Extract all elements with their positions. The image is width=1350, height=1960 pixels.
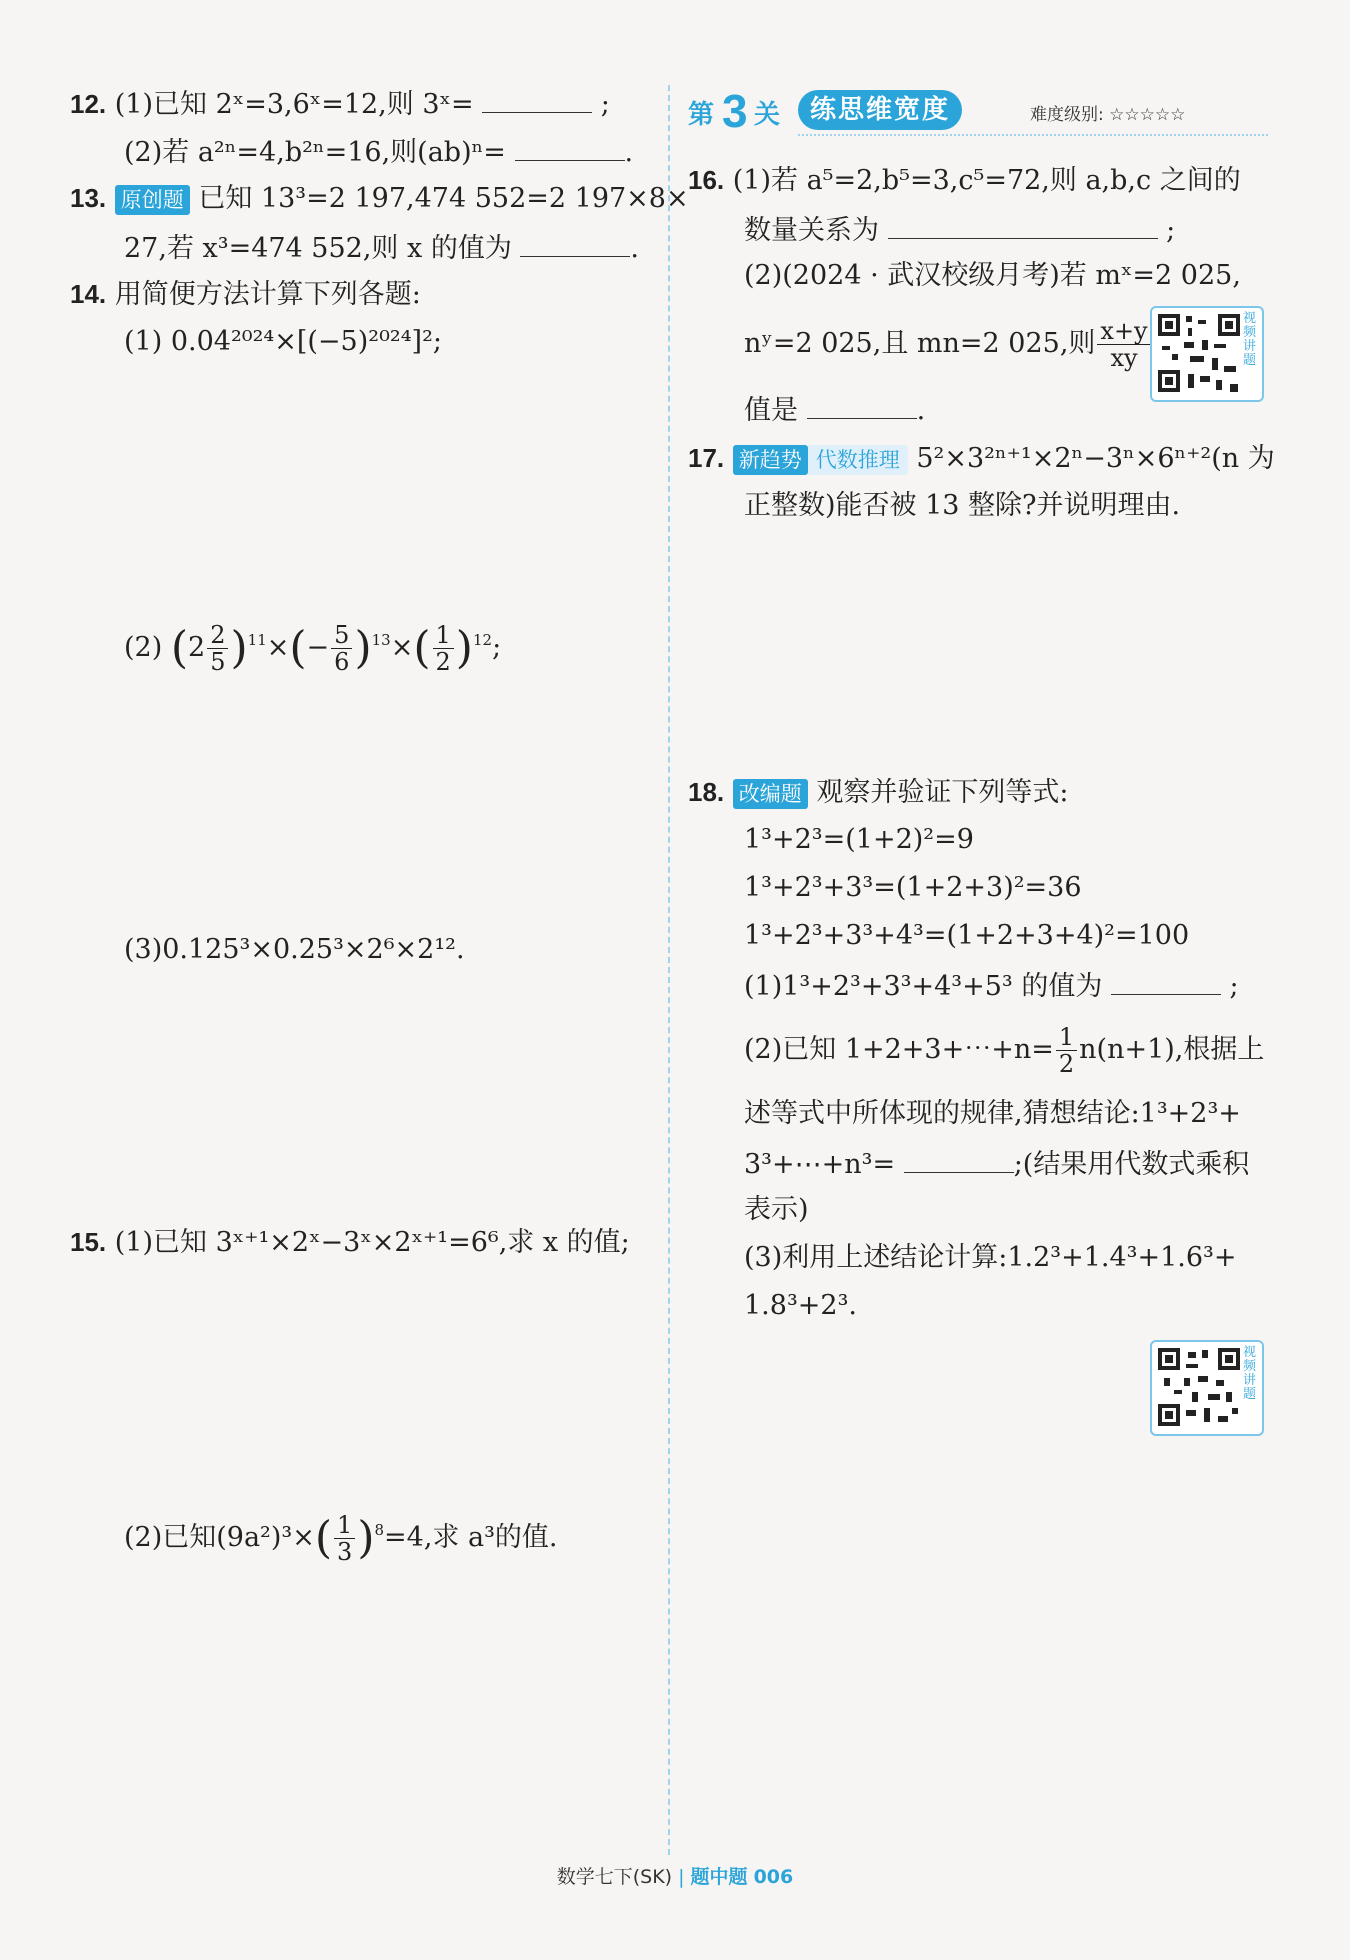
original-question-badge: 原创题 (115, 185, 190, 215)
answer-blank[interactable] (482, 84, 592, 113)
question-18-p1-text: (1)1³+2³+3³+4³+5³ 的值为 (744, 971, 1103, 1002)
question-18-part-3-line-2: 1.8³+2³. (744, 1290, 857, 1321)
page-number: 006 (753, 1866, 794, 1888)
page-footer: 数学七下(SK) | 题中题 006 (556, 1866, 794, 1888)
question-16-line-3: (2)(2024 · 武汉校级月考)若 mˣ=2 025, (744, 260, 1241, 291)
question-18-number: 18. (688, 777, 725, 807)
question-15-part-1 (70, 1224, 630, 1261)
question-14-stem-text: 用简便方法计算下列各题: (114, 279, 421, 310)
fraction (334, 1512, 355, 1565)
q15-p2-a: (2)已知(9a²)³× (124, 1522, 315, 1553)
question-18-part-1: (1)1³+2³+3³+4³+5³ 的值为 ; (744, 966, 1239, 1005)
fraction-numerator: 5 (331, 622, 352, 649)
question-18-stem-text: 观察并验证下列等式: (816, 777, 1069, 808)
question-16-l2-text: 数量关系为 (744, 215, 879, 246)
question-17-line-1 (688, 440, 1275, 477)
header-guan: 关 (754, 100, 781, 130)
answer-blank[interactable] (520, 228, 630, 257)
question-12-number: 12. (70, 89, 107, 119)
answer-blank[interactable] (1111, 966, 1221, 995)
header-level-number: 3 (722, 85, 748, 137)
question-16-line-4 (744, 314, 1180, 374)
question-14-part-2: (2) (2 $\frac{2}{5}$ )$^{11}$×(− $\frac{5}{6}$ )$^{13}$×( $\frac{1}{2}$ )$^{12}$; (124, 621, 502, 676)
exponent: 11 (247, 631, 267, 649)
qr-code-icon (1158, 1348, 1242, 1428)
question-13-l1-text: 已知 13³=2 197,474 552=2 197×8× (198, 183, 689, 214)
equation-1: 1³+2³=(1+2)²=9 (744, 824, 974, 855)
question-16-l1-text: (1)若 a⁵=2,b⁵=3,c⁵=72,则 a,b,c 之间的 (732, 165, 1241, 196)
question-12-part-2: (2)若 a²ⁿ=4,b²ⁿ=16,则(ab)ⁿ= . (124, 132, 633, 171)
header-underline (798, 134, 1268, 136)
question-18-part-2-line-2: 述等式中所体现的规律,猜想结论:1³+2³+ (744, 1098, 1241, 1129)
question-13-line-2: 27,若 x³=474 552,则 x 的值为 . (124, 228, 639, 267)
header-di: 第 (688, 100, 715, 130)
question-12-p2-text: (2)若 a²ⁿ=4,b²ⁿ=16,则(ab)ⁿ= (124, 137, 506, 168)
algebraic-reasoning-badge: 代数推理 (808, 445, 908, 475)
fraction (207, 622, 228, 675)
question-16-line-1 (688, 162, 1241, 199)
fraction-denominator: 5 (210, 648, 226, 676)
question-14-number: 14. (70, 279, 107, 309)
qr-label: 视频讲题 (1243, 1345, 1257, 1402)
question-14-part-3: (3)0.125³×0.25³×2⁶×2¹². (124, 934, 465, 965)
fraction (331, 622, 352, 675)
equation-2: 1³+2³+3³=(1+2+3)²=36 (744, 872, 1082, 903)
exponent: 12 (472, 631, 493, 649)
answer-blank[interactable] (888, 210, 1158, 239)
fraction-denominator: xy (1110, 344, 1138, 372)
q18-p2-l3b: ;(结果用代数式乘积 (1013, 1149, 1250, 1180)
question-16-line-2: 数量关系为 ; (744, 210, 1175, 249)
fraction (433, 622, 454, 675)
footer-section: 题中题 (690, 1866, 748, 1888)
question-18-part-2-line-3 (744, 1144, 1249, 1183)
question-12-p1-text: (1)已知 2ˣ=3,6ˣ=12,则 3ˣ= (114, 89, 474, 120)
fraction (1097, 318, 1150, 371)
question-18-part-2-line-4: 表示) (744, 1194, 809, 1225)
question-13-number: 13. (70, 183, 107, 213)
q18-p2-a: (2)已知 1+2+3+⋯+n= (744, 1034, 1054, 1065)
question-14-part-1: (1) 0.04²⁰²⁴×[(−5)²⁰²⁴]²; (124, 326, 443, 357)
answer-blank[interactable] (807, 390, 917, 419)
fraction-denominator: 2 (1058, 1050, 1075, 1078)
q18-p2-l3a: 3³+⋯+n³= (744, 1149, 896, 1180)
header-title: 练思维宽度 (798, 90, 962, 130)
exponent: 8 (374, 1521, 385, 1539)
video-qr-code[interactable] (1150, 1340, 1264, 1436)
question-18-part-2-line-1 (744, 1020, 1264, 1080)
exponent: 13 (371, 631, 391, 649)
difficulty-rating: 难度级别: ☆☆☆☆☆ (1030, 105, 1186, 125)
video-qr-code[interactable] (1150, 306, 1264, 402)
footer-book-title: 数学七下(SK) (556, 1866, 673, 1888)
q14-p2-whole: 2 (188, 632, 206, 663)
fraction-numerator: x+y (1097, 318, 1150, 345)
qr-code-icon (1158, 314, 1242, 394)
column-divider (668, 85, 670, 1855)
fraction-numerator: 1 (334, 1512, 355, 1539)
fraction-numerator: 1 (1056, 1024, 1077, 1051)
fraction-denominator: 3 (337, 1538, 353, 1566)
question-16-number: 16. (688, 165, 725, 195)
qr-label: 视频讲题 (1243, 311, 1257, 368)
answer-blank[interactable] (515, 132, 625, 161)
q14-p2-prefix: (2) (124, 632, 163, 663)
question-16-l5-text: 值是 (744, 395, 798, 426)
fraction-denominator: 6 (334, 648, 350, 676)
new-trend-badge: 新趋势 (733, 445, 808, 475)
question-18-part-3-line-1: (3)利用上述结论计算:1.2³+1.4³+1.6³+ (744, 1242, 1237, 1273)
question-17-line-2: 正整数)能否被 13 整除?并说明理由. (744, 490, 1181, 521)
question-17-l1-text: 5²×3²ⁿ⁺¹×2ⁿ−3ⁿ×6ⁿ⁺²(n 为 (916, 443, 1275, 474)
question-16-line-5: 值是 . (744, 390, 925, 429)
question-12-part-1: 12. (1)已知 2ˣ=3,6ˣ=12,则 3ˣ= ; (70, 84, 610, 123)
question-15-part-2: (2)已知(9a²)³×( $\frac{1}{3}$ )$^8$=4,求 a³的值. (124, 1511, 558, 1566)
question-15-number: 15. (70, 1227, 107, 1257)
adapted-question-badge: 改编题 (733, 779, 808, 809)
fraction-numerator: 2 (207, 622, 228, 649)
fraction-numerator: 1 (433, 622, 454, 649)
answer-blank[interactable] (904, 1144, 1014, 1173)
equation-3: 1³+2³+3³+4³=(1+2+3+4)²=100 (744, 920, 1190, 951)
q15-p2-b: =4,求 a³的值. (384, 1522, 558, 1553)
fraction-denominator: 2 (435, 648, 451, 676)
section-header (688, 85, 1268, 137)
question-13-line-1 (70, 180, 689, 217)
q18-p2-b: n(n+1),根据上 (1079, 1034, 1265, 1065)
question-17-number: 17. (688, 443, 725, 473)
question-16-l4-text: nʸ=2 025,且 mn=2 025,则 (744, 328, 1096, 359)
question-15-p1-text: (1)已知 3ˣ⁺¹×2ˣ−3ˣ×2ˣ⁺¹=6⁶,求 x 的值; (114, 1227, 630, 1258)
fraction (1056, 1024, 1077, 1077)
question-18-stem (688, 774, 1068, 811)
question-13-l2-text: 27,若 x³=474 552,则 x 的值为 (124, 233, 512, 264)
question-14-stem (70, 276, 421, 313)
